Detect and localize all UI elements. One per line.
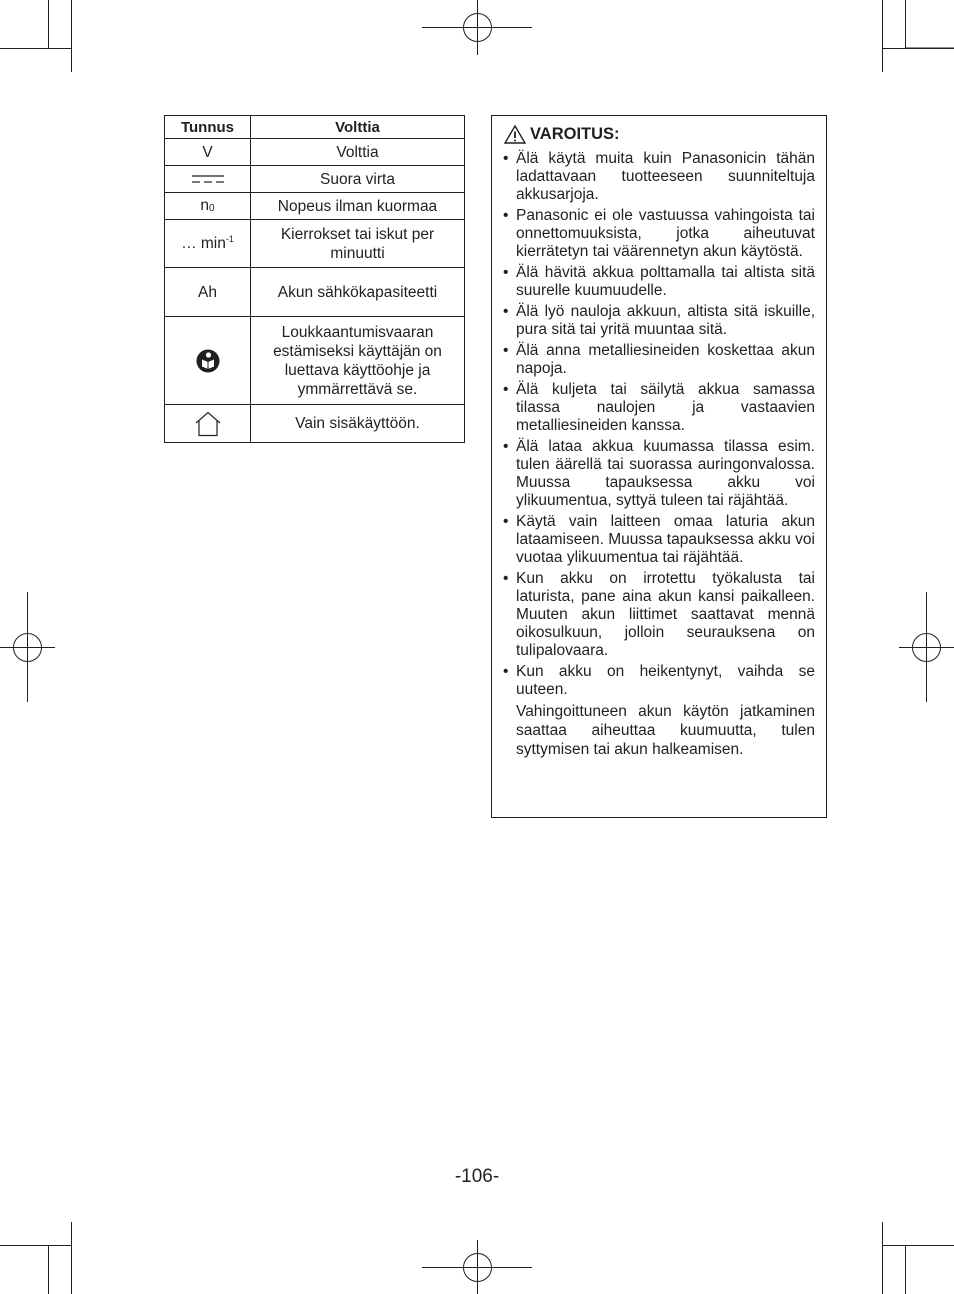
symbol-text: V [202,143,213,161]
warning-title [504,123,815,145]
warning-note: Vahingoittuneen akun käytön jatkaminen saattaa aiheuttaa kuumuutta, tulen syttymisen tai akun halkeamisen. [516,703,815,758]
symbol-superscript: -1 [225,233,234,244]
page-number: -106- [454,1166,500,1187]
list-item: • Älä lyö nauloja akkuun, altista sitä iskuille, pura sitä tai yritä muuntaa sitä. [503,303,815,339]
symbol-table [164,115,465,443]
read-manual-icon [196,349,220,373]
list-item: • Älä kuljeta tai säilytä akkua samassa tilassa naulojen ja vastaavien metalliesineiden kanssa. [503,381,815,435]
meaning-cell: Volttia [251,139,465,166]
table-row [165,317,465,405]
symbol-text: n [200,196,210,214]
indoor-use-house-icon [194,411,222,437]
header-meaning: Volttia [251,116,465,139]
symbol-text: Ah [198,283,217,301]
table-header-row [165,116,465,139]
list-item: • Käytä vain laitteen omaa laturia akun lataamiseen. Muussa tapauksessa akku voi vuotaa ylikuumentua tai räjähtää. [503,513,815,567]
table-row [165,268,465,317]
table-row [165,220,465,268]
symbol-cell [165,220,251,268]
table-row [165,405,465,443]
table-row [165,193,465,220]
list-item: • Kun akku on heikentynyt, vaihda se uuteen. [503,663,815,699]
list-item: • Älä lataa akkua kuumassa tilassa esim. tulen äärellä tai suorassa auringonvalossa. Muussa tapauksessa akku voi ylikuumentua, syttyä tuleen tai räjähtää. [503,438,815,510]
direct-current-icon [191,173,225,185]
symbol-cell [165,268,251,317]
table-row [165,139,465,166]
symbol-cell [165,193,251,220]
list-item: • Panasonic ei ole vastuussa vahingoista tai onnettomuuksista, jotka aiheutuvat kierrätetyn tai väärennetyn akun käytöstä. [503,207,815,261]
meaning-cell: Loukkaantumisvaaran estämiseksi käyttäjän on luettava käyttöohje ja ymmärrettävä se. [251,317,465,405]
list-item: • Älä hävitä akkua polttamalla tai altista sitä suurelle kuumuudelle. [503,264,815,300]
table-row [165,166,465,193]
meaning-cell: Nopeus ilman kuormaa [251,193,465,220]
symbol-text: … min [181,235,226,252]
symbol-cell [165,317,251,405]
symbol-cell [165,166,251,193]
list-item: • Kun akku on irrotettu työkalusta tai laturista, pane aina akun kansi paikalleen. Muuten akun liittimet saattavat mennä oikosulkuun, jolloin seurauksena on tulipalovaara. [503,570,815,660]
header-symbol: Tunnus [165,116,251,139]
warning-triangle-icon [504,125,526,144]
meaning-cell: Akun sähkökapasiteetti [251,268,465,317]
warning-list [503,150,815,699]
symbol-cell [165,139,251,166]
warning-title-text: VAROITUS: [530,124,620,143]
meaning-cell: Kierrokset tai iskut per minuutti [251,220,465,268]
list-item: • Älä käytä muita kuin Panasonicin tähän ladattavaan tuotteeseen suunniteltuja akkusarjoja. [503,150,815,204]
meaning-cell: Suora virta [251,166,465,193]
symbol-subscript: 0 [209,202,215,214]
list-item: • Älä anna metalliesineiden koskettaa akun napoja. [503,342,815,378]
symbol-cell [165,405,251,443]
meaning-cell: Vain sisäkäyttöön. [251,405,465,443]
warning-box [491,115,827,818]
